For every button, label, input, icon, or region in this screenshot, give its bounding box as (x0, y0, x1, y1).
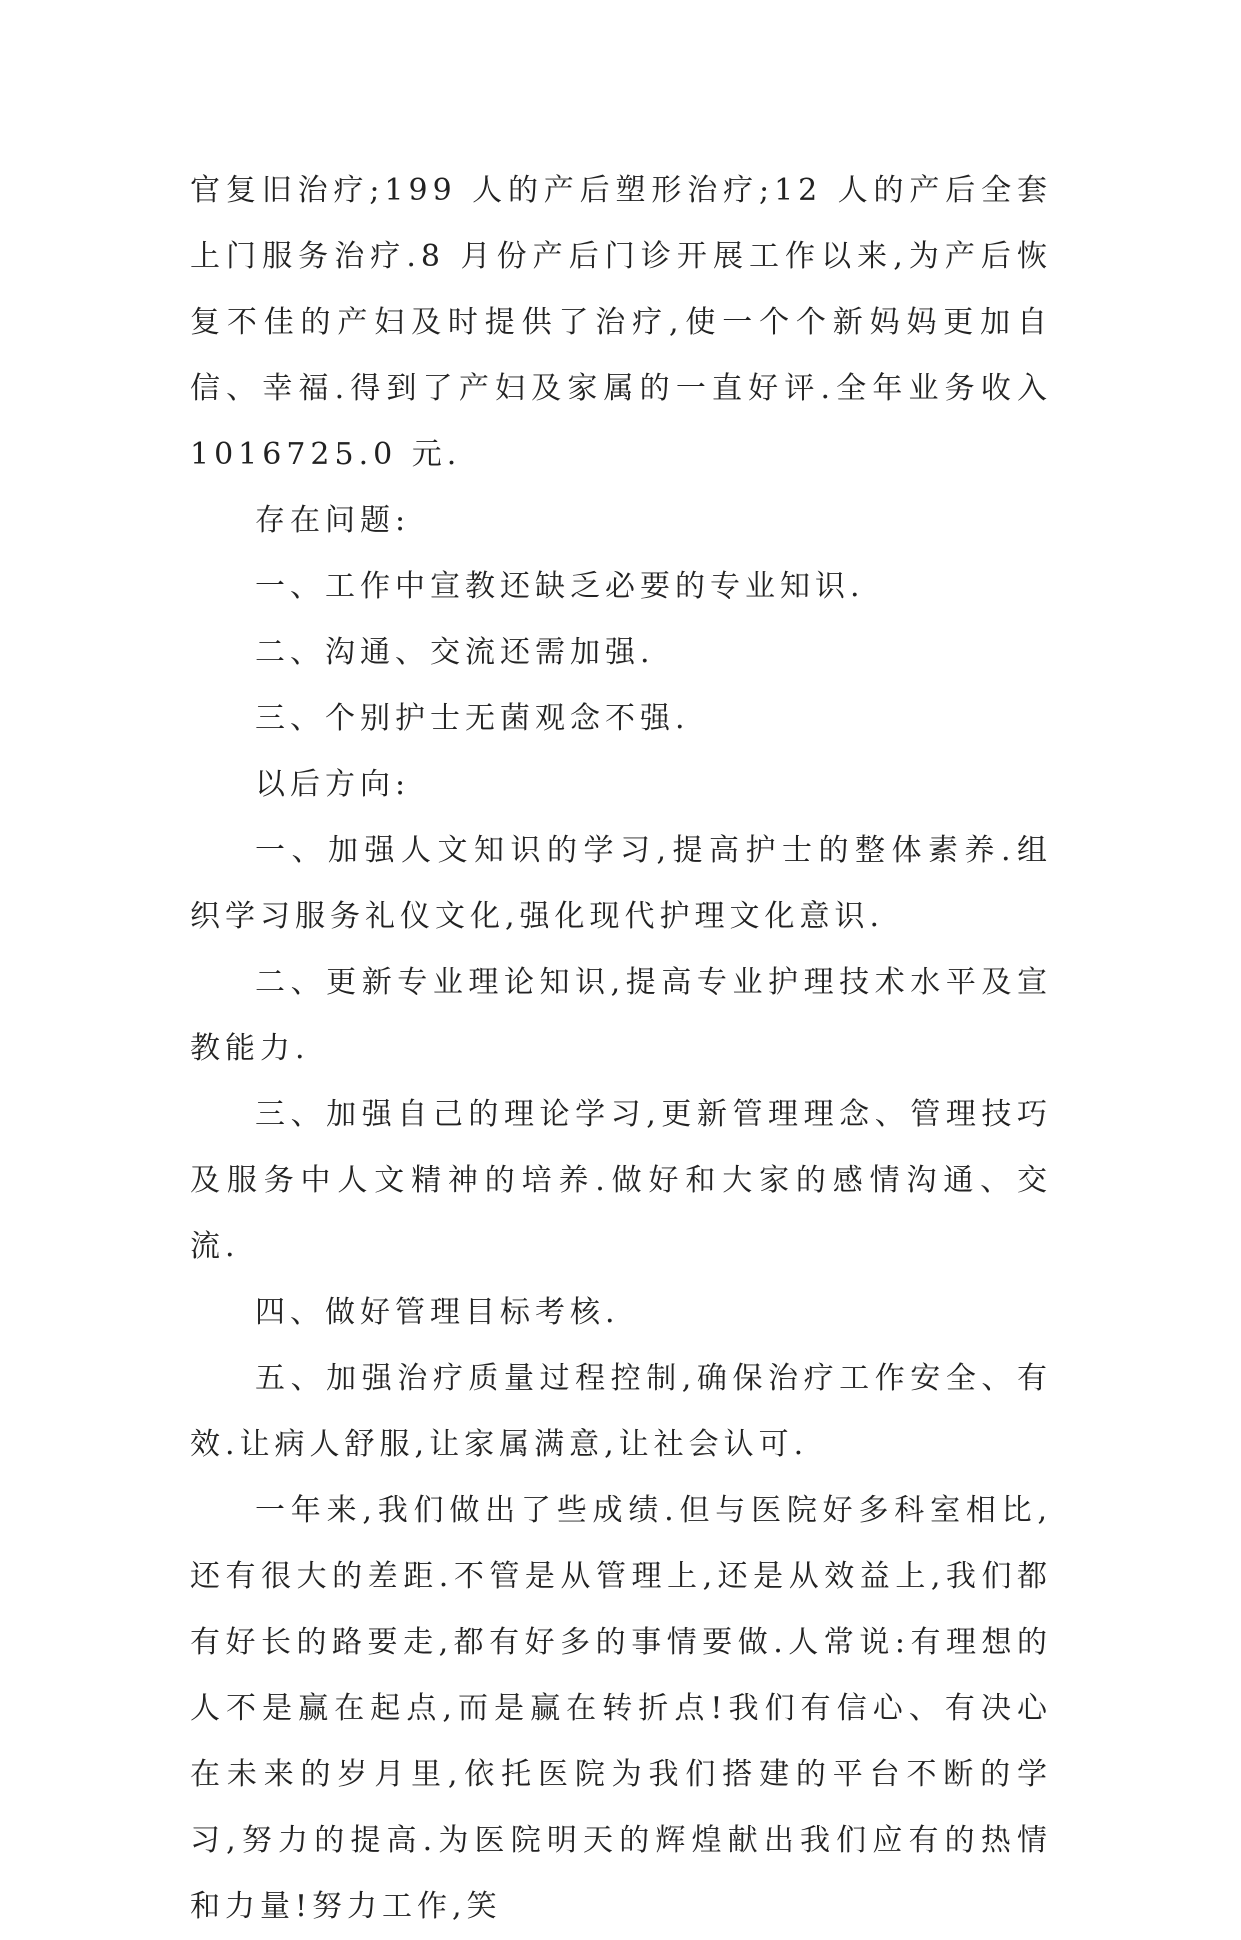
direction-item-1: 一、加强人文知识的学习,提高护士的整体素养.组织学习服务礼仪文化,强化现代护理文化意识. (190, 833, 1052, 934)
direction-item-5: 五、加强治疗质量过程控制,确保治疗工作安全、有效.让病人舒服,让家属满意,让社会认可. (190, 1361, 1052, 1462)
direction-item-2: 二、更新专业理论知识,提高专业护理技术水平及宣教能力. (190, 965, 1052, 1066)
paragraph-conclusion: 一年来,我们做出了些成绩.但与医院好多科室相比,还有很大的差距.不管是从管理上,还是从效益上,我们都有好长的路要走,都有好多的事情要做.人常说:有理想的人不是赢在起点,而是赢在转折点!我们有信心、有决心在未来的岁月里,依托医院为我们搭建的平台不断的学习,努力的提高.为医院明天的辉煌献出我们应有的热情和力量!努力工作,笑 (190, 1493, 1052, 1924)
heading-existing-problems: 存在问题: (255, 503, 411, 538)
heading-future-direction: 以后方向: (255, 767, 411, 802)
problem-item-3: 三、个别护士无菌观念不强. (255, 701, 690, 736)
direction-item-3: 三、加强自己的理论学习,更新管理理念、管理技巧及服务中人文精神的培养.做好和大家的感情沟通、交流. (190, 1097, 1052, 1264)
problem-item-2: 二、沟通、交流还需加强. (255, 635, 655, 670)
document-body (190, 158, 1052, 1940)
paragraph-summary-continued: 官复旧治疗;199 人的产后塑形治疗;12 人的产后全套上门服务治疗.8 月份产后门诊开展工作以来,为产后恢复不佳的产妇及时提供了治疗,使一个个新妈妈更加自信、幸福.得到了产妇及家属的一直好评.全年业务收入 1016725.0 元. (190, 173, 1052, 472)
problem-item-1: 一、工作中宣教还缺乏必要的专业知识. (255, 569, 865, 604)
direction-item-4: 四、做好管理目标考核. (255, 1295, 620, 1330)
